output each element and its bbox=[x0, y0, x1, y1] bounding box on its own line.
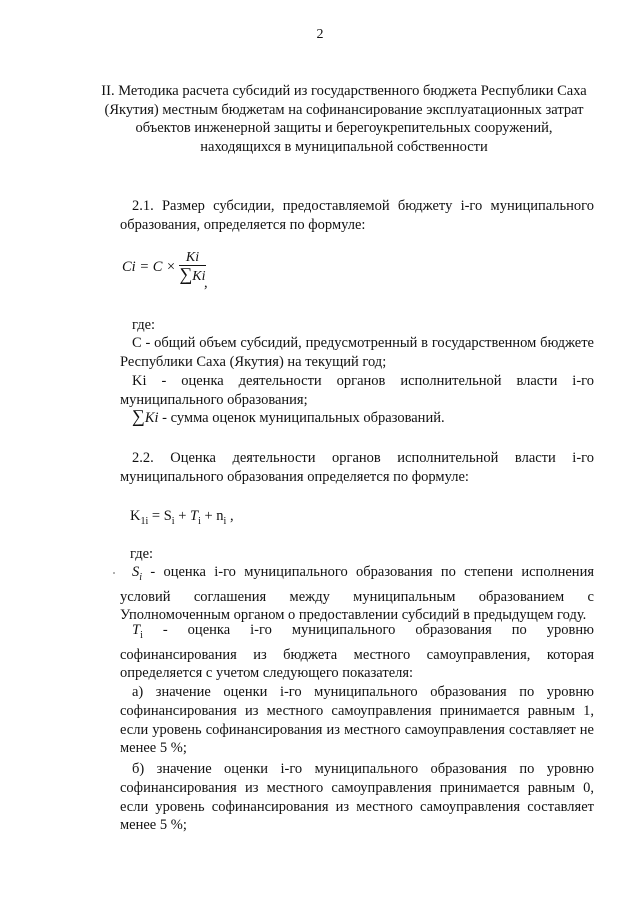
formula-n: + n bbox=[200, 508, 224, 524]
formula-k: K bbox=[130, 508, 141, 524]
t-sub: i bbox=[140, 629, 143, 641]
formula-comma: , bbox=[204, 275, 208, 291]
formula-eq: = bbox=[148, 508, 164, 524]
t-text: - оценка i-го муниципального образования по уровню софинансирования из бюджета местного самоуправления, которая определяется с учетом следующего показателя: bbox=[120, 622, 594, 682]
formula-s: S bbox=[163, 508, 172, 524]
formula-subsidy bbox=[122, 250, 206, 285]
formula-trail: , bbox=[226, 508, 234, 524]
s-text: - оценка i-го муниципального образования по степени исполнения условий соглашения между муниципальным образованием с Уполномоченным органом о предоставлении субсидий в предыдущем году. bbox=[120, 564, 594, 624]
section-title: II. Методика расчета субсидий из государственного бюджета Республики Саха (Якутия) местным бюджетам на софинансирование эксплуатационных затрат объектов инженерной защиты и берегоукрепительных сооружений, находящихся в муниципальной собственности bbox=[101, 83, 587, 155]
definition-ki: Ki - оценка деятельности органов исполнительной власти i-го муниципального образования; bbox=[120, 373, 594, 408]
sum-text: - сумма оценок муниципальных образований. bbox=[158, 410, 445, 426]
sum-var: Ki bbox=[144, 410, 159, 426]
definition-t bbox=[120, 621, 594, 683]
formula-s-sub: i bbox=[171, 515, 175, 527]
formula-fraction bbox=[179, 250, 205, 285]
sum-symbol-inline: ∑ bbox=[132, 406, 145, 426]
where-label: где: bbox=[132, 317, 156, 333]
definition-s bbox=[120, 563, 594, 625]
formula-denominator bbox=[179, 266, 205, 285]
formula-k-sub: 1i bbox=[140, 515, 149, 527]
s-symbol: S bbox=[132, 564, 140, 580]
item-a: а) значение оценки i-го муниципального образования по уровню софинансирования из местного самоуправления принимается равным 1, если уровень софинансирования из местного самоуправления составляет не менее 5 %; bbox=[120, 684, 594, 757]
formula-numerator: Ki bbox=[179, 250, 205, 266]
s-sub: i bbox=[139, 571, 143, 583]
definition-sum bbox=[132, 406, 445, 427]
t-symbol: T bbox=[132, 622, 141, 638]
section-2-1-intro: 2.1. Размер субсидии, предоставляемой бюджету i-го муниципального образования, определяется по формуле: bbox=[120, 198, 594, 233]
formula-den-var: Ki bbox=[192, 269, 206, 284]
page-number: 2 bbox=[316, 27, 324, 42]
formula-t-sub: i bbox=[198, 515, 201, 527]
where-label-2: где: bbox=[130, 546, 154, 562]
item-b: б) значение оценки i-го муниципального образования по уровню софинансирования из местного самоуправления принимается равным 0, если уровень софинансирования из местного самоуправления составляет менее 5 %; bbox=[120, 761, 594, 834]
sum-symbol: ∑ bbox=[179, 264, 193, 284]
formula-plus: + bbox=[174, 508, 190, 524]
section-2-2-intro: 2.2. Оценка деятельности органов исполнительной власти i-го муниципального образования определяется по формуле: bbox=[120, 450, 594, 485]
formula-t: T bbox=[190, 508, 199, 524]
formula-assessment bbox=[130, 508, 234, 527]
formula-n-sub: i bbox=[223, 515, 227, 527]
formula-lhs: Ci = C × bbox=[122, 258, 176, 275]
definition-c: C - общий объем субсидий, предусмотренный в государственном бюджете Республики Саха (Якутия) на текущий год; bbox=[120, 335, 594, 370]
scan-speck bbox=[113, 572, 115, 574]
